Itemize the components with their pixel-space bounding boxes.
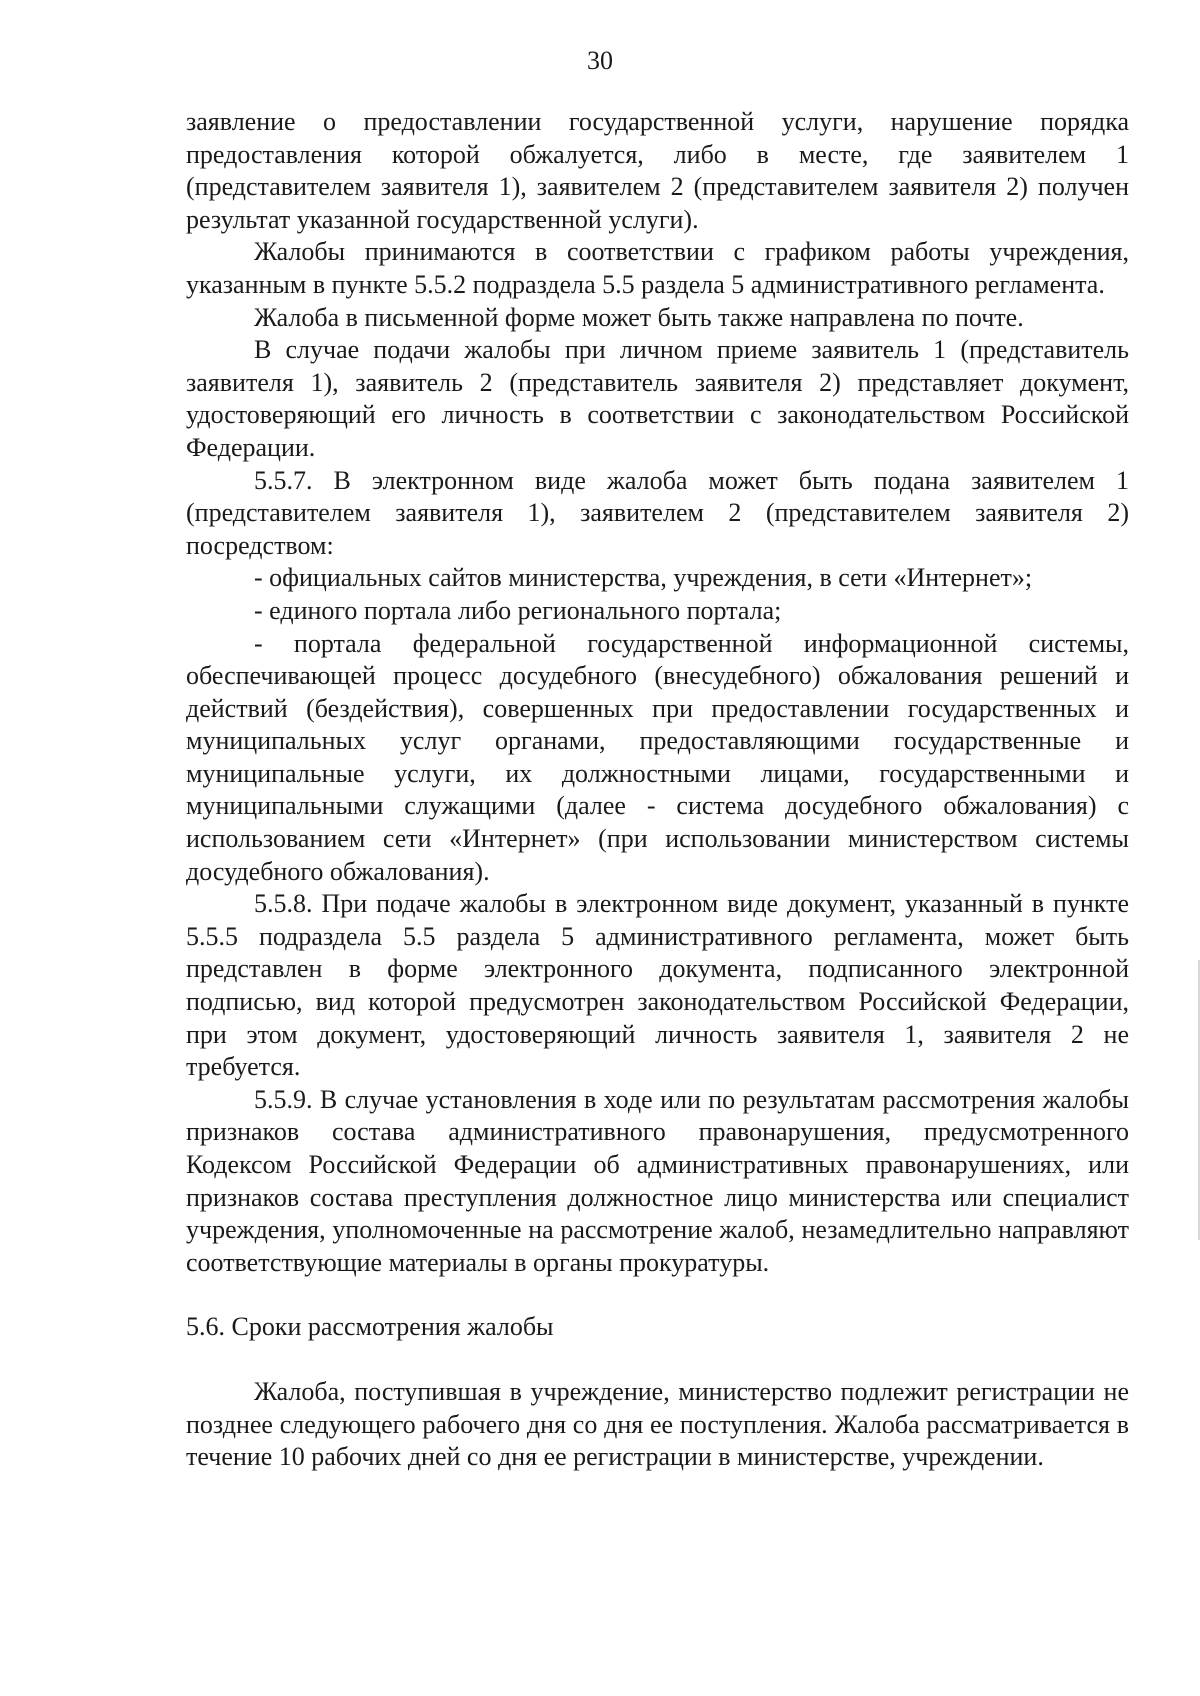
paragraph-review-terms: Жалоба, поступившая в учреждение, министерство подлежит регистрации не позднее следующего рабочего дня со дня ее поступления. Жалоба рассматривается в течение 10 рабочих дней со дня ее регистрации в министерстве, учреждении. [186, 1376, 1129, 1472]
paragraph-personal-reception: В случае подачи жалобы при личном приеме заявитель 1 (представитель заявителя 1), заявитель 2 (представитель заявителя 2) представляет документ, удостоверяющий его личность в соответствии с законодательством Российской Федерации. [186, 335, 1129, 462]
paragraph-5-5-7: 5.5.7. В электронном виде жалоба может быть подана заявителем 1 (представителем заявителя 1), заявителем 2 (представителем заявителя 2) посредством: [186, 465, 1129, 560]
list-item-federal-portal: - портала федеральной государственной информационной системы, обеспечивающей процесс досудебного (внесудебного) обжалования решений и действий (бездействия), совершенных при предоставлении государственных и муниципальных услуг органами, предоставляющими государственные и муниципальные услуги, их должностными лицами, государственными и муниципальными служащими (далее - система досудебного обжалования) с использованием сети «Интернет» (при использовании министерством системы досудебного обжалования). [186, 628, 1129, 886]
paragraph-complaint-schedule: Жалобы принимаются в соответствии с графиком работы учреждения, указанным в пункте 5.5.2 подраздела 5.5 раздела 5 административного регламента. [186, 237, 1129, 299]
paragraph-continuation: заявление о предоставлении государственной услуги, нарушение порядка предоставления которой обжалуется, либо в месте, где заявителем 1 (представителем заявителя 1), заявителем 2 (представителем заявителя 2) получен результат указанной государственной услуги). [186, 107, 1129, 234]
document-body [186, 106, 1129, 1474]
page-number: 30 [587, 46, 613, 75]
section-heading: 5.6. Сроки рассмотрения жалобы [186, 1312, 554, 1342]
list-item-unified-portal: - единого портала либо регионального портала; [254, 595, 782, 625]
paragraph-mail: Жалоба в письменной форме может быть также направлена по почте. [254, 302, 1024, 332]
paragraph-5-5-9: 5.5.9. В случае установления в ходе или по результатам рассмотрения жалобы признаков состава административного правонарушения, предусмотренного Кодексом Российской Федерации об административных правонарушениях, или признаков состава преступления должностное лицо министерства или специалист учреждения, уполномоченные на рассмотрение жалоб, незамедлительно направляют соответствующие материалы в органы прокуратуры. [186, 1084, 1129, 1277]
paragraph-5-5-8: 5.5.8. При подаче жалобы в электронном виде документ, указанный в пункте 5.5.5 подраздела 5.5 раздела 5 административного регламента, может быть представлен в форме электронного документа, подписанного электронной подписью, вид которой предусмотрен законодательством Российской Федерации, при этом документ, удостоверяющий личность заявителя 1, заявителя 2 не требуется. [186, 889, 1129, 1082]
list-item-official-sites: - официальных сайтов министерства, учреждения, в сети «Интернет»; [254, 563, 1033, 593]
